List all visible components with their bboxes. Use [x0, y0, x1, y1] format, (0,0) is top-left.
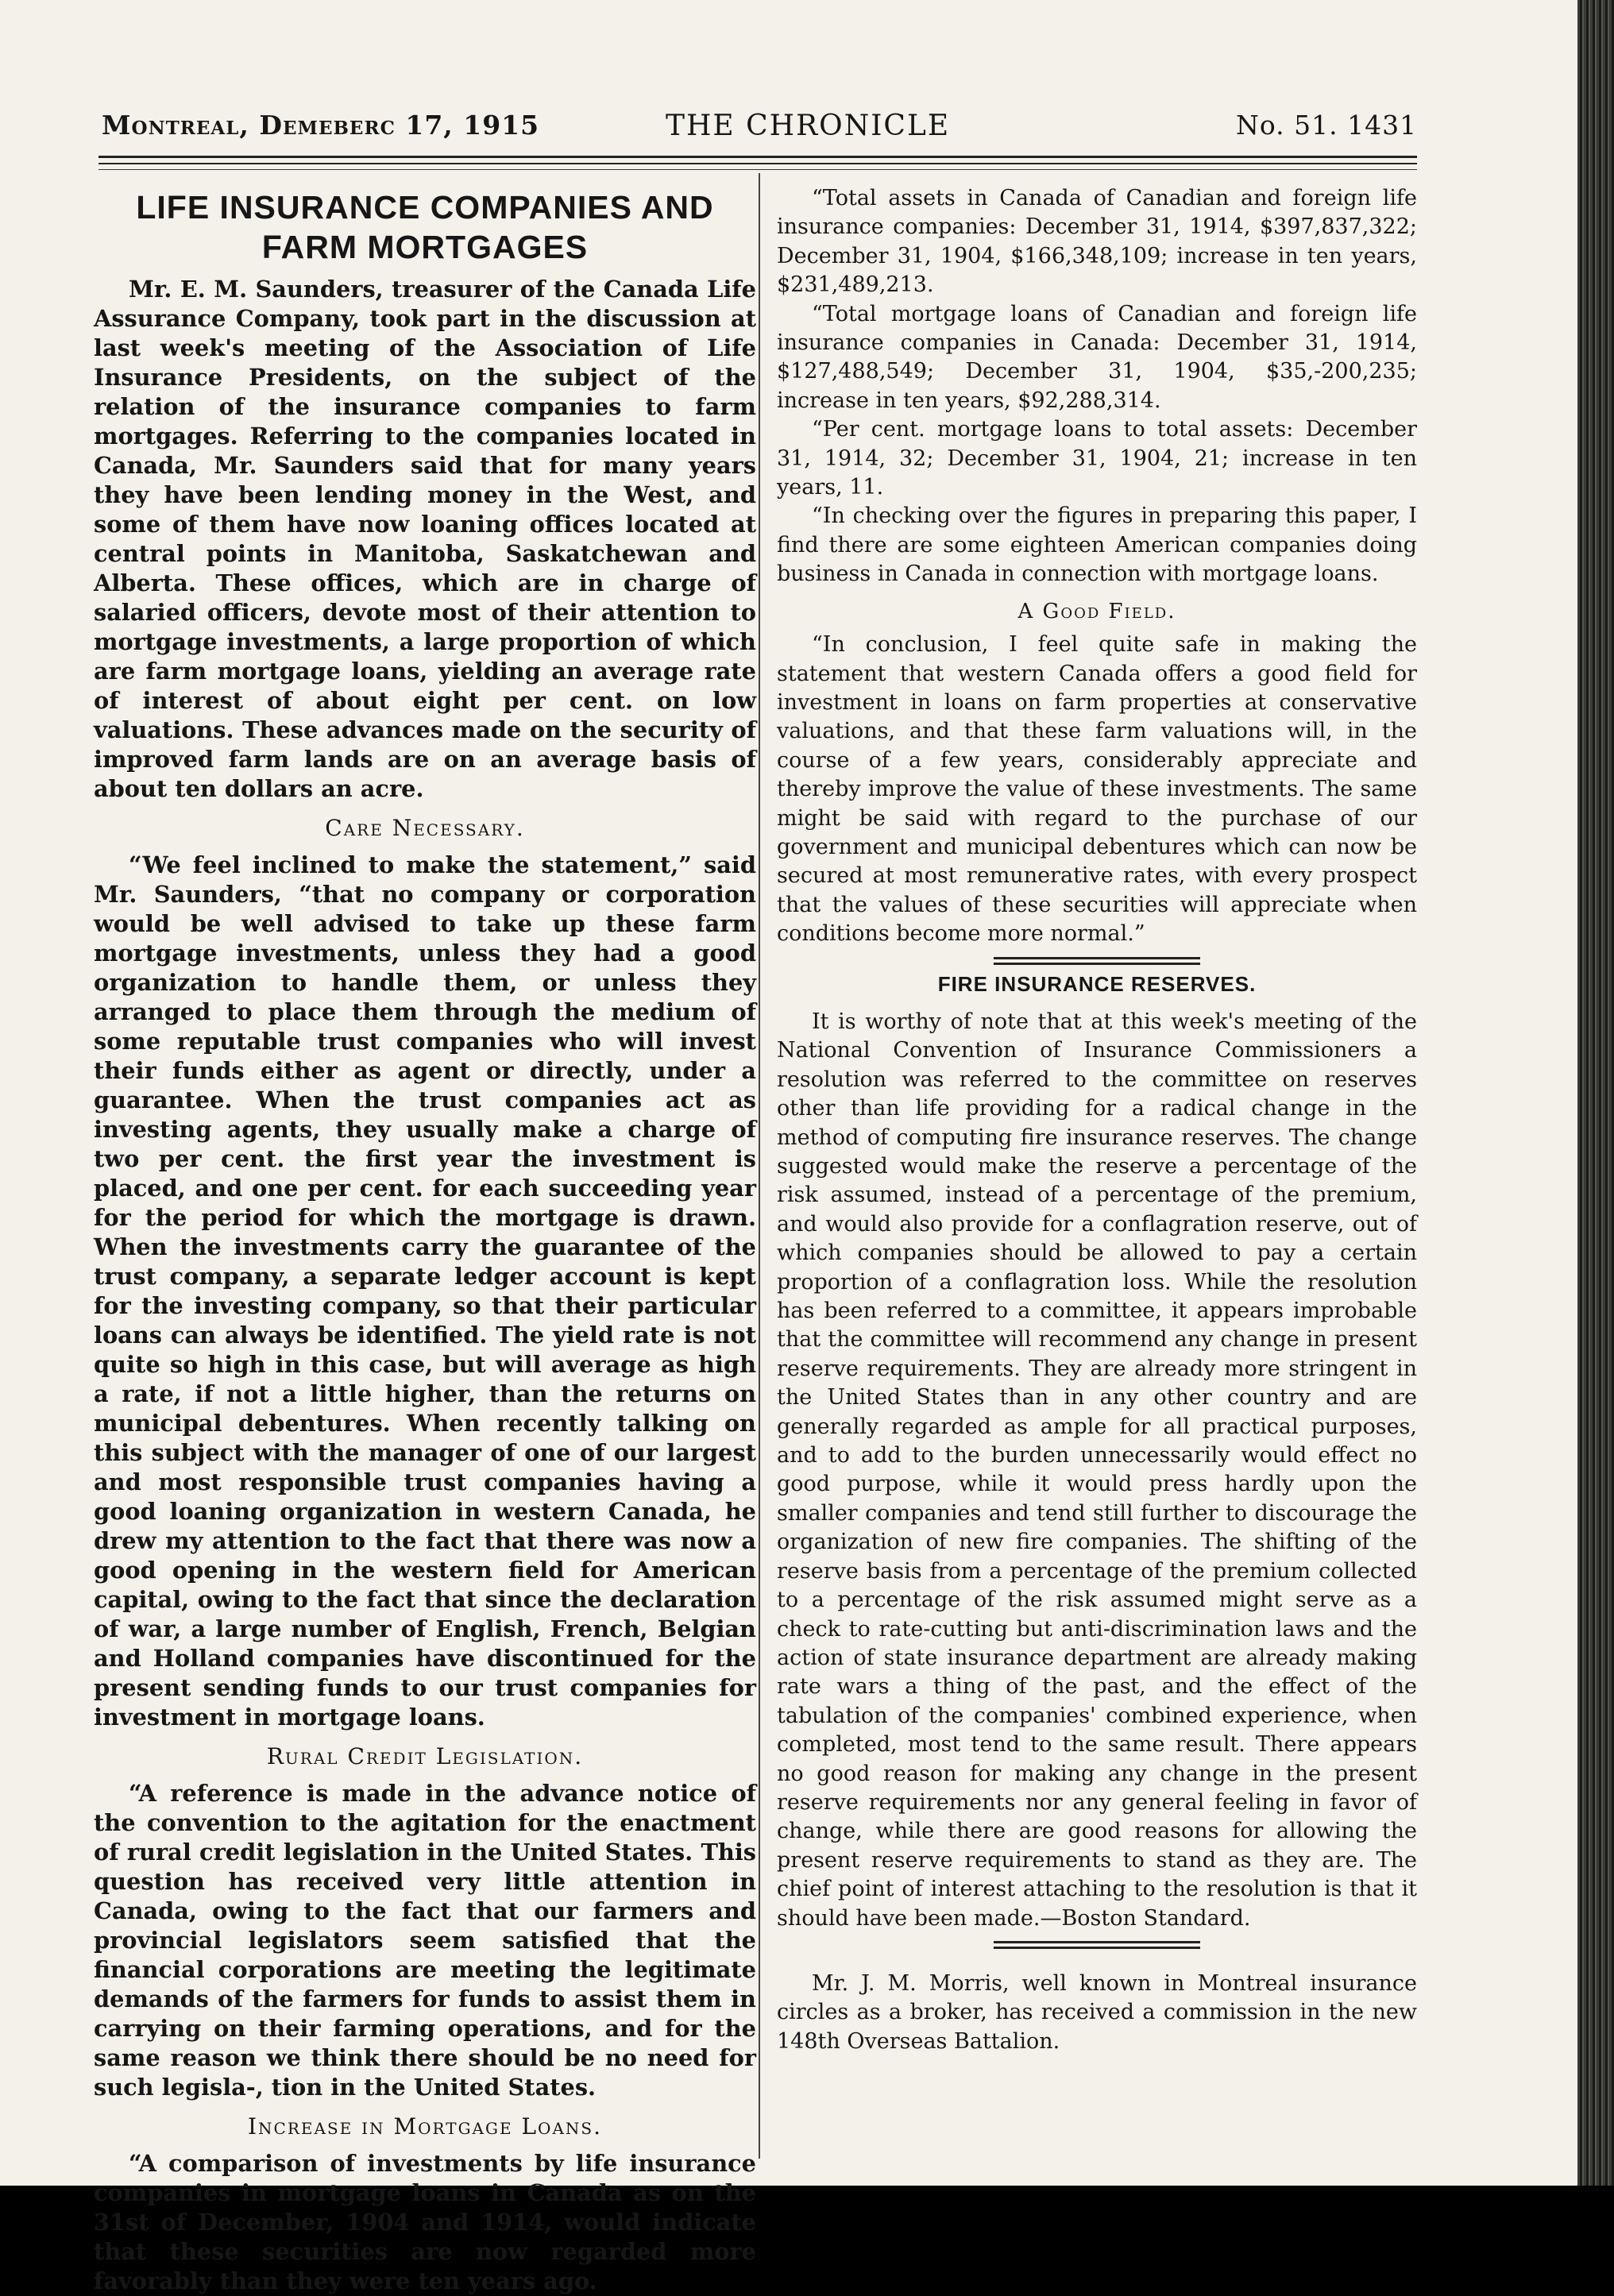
- article-paragraph: “Total mortgage loans of Canadian and foreign life insurance companies in Canada: December 31, 1914, $127,488,549; December 31, 1904, $35,-200,235; increase in ten years, $92,288,314.: [777, 301, 1417, 413]
- left-column: [94, 184, 756, 2296]
- article-paragraph: “In conclusion, I feel quite safe in making the statement that western Canada offers a good field for investment in loans on farm properties at conservative valuations, and that these farm valuations will, in the course of a few years, considerably appreciate and thereby improve the value of these investments. The same might be said with regard to the purchase of our government and municipal debentures which can now be secured at most remunerative rates, with every prospect that the values of these securities will appreciate when conditions become more normal.”: [777, 632, 1417, 947]
- section-rule: [994, 957, 1200, 965]
- article-paragraph: It is worthy of note that at this week's meeting of the National Convention of Insurance Commissioners a resolution was referred to the committee on reserves other than life providing for a radical change in the method of computing fire insurance reserves. The change suggested would make the reserve a percentage of the risk assumed, instead of a percentage of the premium, and would also provide for a conflagration reserve, out of which companies should be allowed to pay a certain proportion of a conflagration loss. While the resolution has been referred to a committee, it appears improbable that the committee will recommend any change in present reserve requirements. They are already more stringent in the United States than in any other country and are generally regarded as ample for all practical purposes, and to add to the burden unnecessarily would effect no good purpose, while it would press hardly upon the smaller companies and tend still further to discourage the organization of new fire companies. The shifting of the reserve basis from a percentage of the premium collected to a percentage of the risk assumed might serve as a check to rate-cutting but anti-discrimination laws and the action of state insurance department are already making rate wars a thing of the past, and the effect of the tabulation of the companies' combined experience, when completed, most tend to the same result. There appears no good reason for making any change in the present reserve requirements nor any general feeling in favor of change, while there are good reasons for allowing the present reserve requirements to stand as they are. The chief point of interest attaching to the resolution is that it should have been made.—Boston Standard.: [777, 1009, 1417, 1931]
- article-paragraph: “Total assets in Canada of Canadian and foreign life insurance companies: December 31, 1914, $397,837,322; December 31, 1904, $166,348,109; increase in ten years, $231,489,213.: [777, 186, 1417, 298]
- page-edge: [1577, 0, 1614, 2186]
- header-rule: [98, 169, 1417, 170]
- section-rule: [994, 1941, 1200, 1949]
- article-title: LIFE INSURANCE COMPANIES AND FARM MORTGAGES: [136, 189, 714, 265]
- column-divider: [759, 173, 760, 2159]
- article-paragraph: “Per cent. mortgage loans to total assets: December 31, 1914, 32; December 31, 1904, 21; increase in ten years, 11.: [777, 417, 1417, 500]
- article-paragraph: “A comparison of investments by life insurance companies in mortgage loans in Canada as on the 31st of December, 1904 and 1914, would indicate that these securities are now regarded more favorably than they were ten years ago.: [94, 2150, 756, 2294]
- article-paragraph: “We feel inclined to make the statement,” said Mr. Saunders, “that no company or corporation would be well advised to take up these farm mortgage investments, unless they had a good organization to handle them, or unless they arranged to place them through the medium of some reputable trust companies who will invest their funds either as agent or directly, under a guarantee. When the trust companies act as investing agents, they usually make a charge of two per cent. the first year the investment is placed, and one per cent. for each succeeding year for the period for which the mortgage is drawn. When the investments carry the guarantee of the trust company, a separate ledger account is kept for the investing company, so that their particular loans can always be identified. The yield rate is not quite so high in this case, but will average as high a rate, if not a little higher, than the returns on municipal debentures. When recently talking on this subject with the manager of one of our largest and most responsible trust companies having a good loaning organization in western Canada, he drew my attention to the fact that there was now a good opening in the western field for American capital, owing to the fact that since the declaration of war, a large number of English, French, Belgian and Holland companies have discontinued for the present sending funds to our trust companies for investment in mortgage loans.: [94, 851, 756, 1731]
- subheading: Increase in Mortgage Loans.: [247, 2113, 602, 2140]
- notice-paragraph: Mr. J. M. Morris, well known in Montreal insurance circles as a broker, has received a commission in the new 148th Overseas Battalion.: [777, 1970, 1417, 2054]
- article-paragraph: Mr. E. M. Saunders, treasurer of the Canada Life Assurance Company, took part in the discussion at last week's meeting of the Association of Life Insurance Presidents, on the subject of the relation of the insurance companies to farm mortgages. Referring to the companies located in Canada, Mr. Saunders said that for many years they have been lending money in the West, and some of them have now loaning offices located at central points in Manitoba, Saskatchewan and Alberta. These offices, which are in charge of salaried officers, devote most of their attention to mortgage investments, a large proportion of which are farm mortgage loans, yielding an average rate of interest of about eight per cent. on low valuations. These advances made on the security of improved farm lands are on an average basis of about ten dollars an acre.: [94, 276, 756, 802]
- page-number: No. 51. 1431: [1236, 110, 1418, 141]
- article-paragraph: “In checking over the figures in preparing this paper, I find there are some eighteen American companies doing business in Canada in connection with mortgage loans.: [777, 504, 1417, 587]
- dateline: Montreal, Demeberc 17, 1915: [102, 110, 540, 141]
- article-paragraph: “A reference is made in the advance notice of the convention to the agitation for the enactment of rural credit legislation in the United States. This question has received very little attention in Canada, owing to the fact that our farmers and provincial legislators seem satisfied that the financial corporations are meeting the legitimate demands of the farmers for funds to assist them in carrying on their farming operations, and for the same reason we think there should be no need for such legisla-, tion in the United States.: [94, 1780, 756, 2101]
- header-rule: [98, 156, 1417, 158]
- publication-title: THE CHRONICLE: [666, 110, 951, 142]
- subheading: Care Necessary.: [325, 815, 525, 841]
- subheading: Rural Credit Legislation.: [266, 1743, 584, 1769]
- section-title: FIRE INSURANCE RESERVES.: [937, 971, 1257, 996]
- right-column: [777, 184, 1417, 2056]
- header-rule: [98, 163, 1417, 164]
- subheading: A Good Field.: [1017, 599, 1176, 623]
